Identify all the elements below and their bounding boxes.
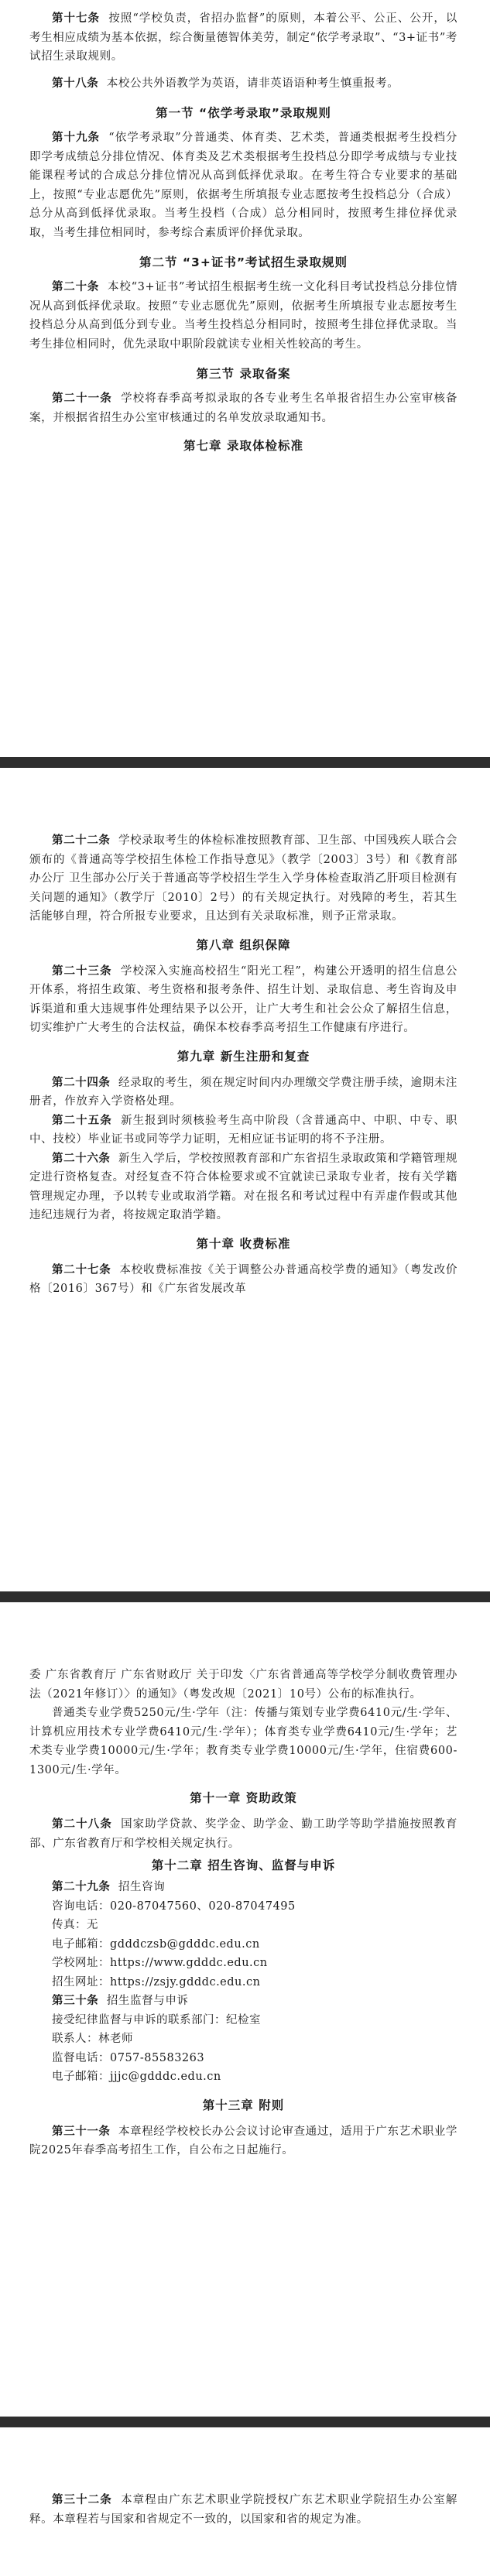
supervision-office: 接受纪律监督与申诉的联系部门：纪检室 bbox=[52, 2013, 261, 2026]
document-page-2 bbox=[0, 768, 490, 1591]
article-19: 第十九条 “依学考录取”分普通类、体育类、艺术类，普通类根据考生投档分即学考成绩总分排位情况、体育类及艺术类根据考生投档总分即学考成绩与专业技能课程考试的合成总分排位情况从高到低择优录取。在考生符合专业要求的基础上，按照“专业志愿优先”原则，依据考生所填报专业志愿按考生投档总分（合成）总分从高到低择优录取。当考生投档（合成）总分相同时，按照考生排位择优录取，当考生排位相同时，参考综合素质评价择优录取。 bbox=[29, 131, 458, 239]
article-29: 第二十九条 招生咨询 bbox=[52, 1880, 166, 1893]
supervision-phone: 监督电话：0757-85583263 bbox=[52, 2051, 205, 2064]
chapter-11-title: 第十一章 资助政策 bbox=[190, 1791, 297, 1805]
article-31: 第三十一条 本章程经学校校长办公会议讨论审查通过，适用于广东艺术职业学院2025年春季高考招生工作，自公布之日起施行。 bbox=[29, 2124, 458, 2156]
article-24: 第二十四条 经录取的考生，须在规定时间内办理缴交学费注册手续，逾期未注册者，作放弃入学资格处理。 bbox=[29, 1075, 458, 1108]
consult-phone: 咨询电话：020-87047560、020-87047495 bbox=[52, 1899, 296, 1913]
chapter-13-title: 第十三章 附则 bbox=[202, 2098, 285, 2112]
chapter-12-title: 第十二章 招生咨询、监督与申诉 bbox=[151, 1858, 336, 1872]
document-page-3 bbox=[0, 1602, 490, 2417]
article-18: 第十八条 本校公共外语教学为英语，请非英语语种考生慎重报考。 bbox=[52, 76, 399, 90]
article-26: 第二十六条 新生入学后，学校按照教育部和广东省招生录取政策和学籍管理规定进行资格复查。对经复查不符合体检要求或不宜就读已录取专业者，按有关学籍管理规定办理，予以转专业或取消学籍。对在报名和考试过程中有弄虚作假或其他违纪违规行为者，将按规定取消学籍。 bbox=[29, 1151, 458, 1221]
section-2-title: 第二节 “3+证书”考试招生录取规则 bbox=[139, 255, 348, 269]
page-divider bbox=[0, 1591, 490, 1602]
consult-fax: 传真：无 bbox=[52, 1919, 98, 1931]
article-25: 第二十五条 新生报到时须核验考生高中阶段（含普通高中、中职、中专、职中、技校）毕业证书或同等学力证明，无相应证书证明的将不予注册。 bbox=[29, 1113, 457, 1146]
chapter-10-title: 第十章 收费标准 bbox=[196, 1236, 291, 1251]
article-20: 第二十条 本校“3+证书”考试招生根据考生统一文化科目考试投档总分排位情况从高到低择优录取。按照“专业志愿优先”原则，依据考生所填报专业志愿按考生投档总分从高到低分到专业。当考生投档总分相同时，按照考生排位择优录取。当考生排位相同时，优先录取中职阶段就读专业相关性较高的考生。 bbox=[29, 280, 457, 351]
supervision-email-link[interactable]: 电子邮箱：jjjc@gdddc.edu.cn bbox=[52, 2071, 221, 2083]
school-website-link[interactable]: 学校网址：https://www.gdddc.edu.cn bbox=[52, 1957, 268, 1969]
page-divider bbox=[0, 757, 490, 768]
document-page-1 bbox=[0, 0, 490, 757]
chapter-9-title: 第九章 新生注册和复查 bbox=[176, 1049, 310, 1064]
section-1-title: 第一节 “依学考录取”录取规则 bbox=[156, 106, 331, 120]
article-22: 第二十二条 学校录取考生的体检标准按照教育部、卫生部、中国残疾人联合会颁布的《普通高等学校招生体检工作指导意见》（教学〔2003〕3号）和《教育部办公厅 卫生部办公厅关于普通高等学校招生学生入学身体检查取消乙肝项目检测有关问题的通知》（教学厅〔2010〕2号）的有关规定执行。对残障的考生，若其生活能够自理，符合所报专业要求，且达到有关录取标准，则予正常录取。 bbox=[29, 834, 458, 923]
section-3-title: 第三节 录取备案 bbox=[196, 367, 291, 381]
fee-schedule: 普通类专业学费5250元/生·学年（注：传播与策划专业学费6410元/生·学年、计算机应用技术专业学费6410元/生·学年）；体育类专业学费6410元/生·学年；艺术类专业学费10000元/生·学年；教育类专业学费10000元/生·学年，住宿费600-1300元/生·学年。 bbox=[29, 1707, 457, 1776]
article-21: 第二十一条 学校将春季高考拟录取的各专业考生名单报省招生办公室审核备案，并根据省招生办公室审核通过的名单发放录取通知书。 bbox=[29, 392, 457, 424]
chapter-8-title: 第八章 组织保障 bbox=[196, 937, 291, 952]
document-page-4 bbox=[0, 2427, 490, 2576]
supervision-contact-person: 联系人：林老师 bbox=[52, 2033, 133, 2045]
article-30: 第三十条 招生监督与申诉 bbox=[52, 1994, 189, 2007]
consult-email-link[interactable]: 电子邮箱：gdddczsb@gdddc.edu.cn bbox=[52, 1937, 260, 1951]
article-23: 第二十三条 学校深入实施高校招生“阳光工程”，构建公开透明的招生信息公开体系，将招生政策、考生资格和报考条件、招生计划、录取信息、考生咨询及申诉渠道和重大违规事件处理结果予以公开，让广大考生和社会公众了解招生信息，切实维护广大考生的合法权益，确保本校春季高考招生工作健康有序进行。 bbox=[29, 964, 458, 1034]
article-32: 第三十二条 本章程由广东艺术职业学院授权广东艺术职业学院招生办公室解释。本章程若与国家和省规定不一致的，以国家和省的规定为准。 bbox=[29, 2493, 457, 2526]
chapter-7-title: 第七章 录取体检标准 bbox=[183, 439, 303, 453]
article-27-continued: 委 广东省教育厅 广东省财政厅 关于印发〈广东省普通高等学校学分制收费管理办法（2021年修订）〉的通知》（粤发改规〔2021〕10号）公布的标准执行。 bbox=[29, 1669, 457, 1701]
page-divider bbox=[0, 2417, 490, 2427]
admission-website-link[interactable]: 招生网址：https://zsjy.gdddc.edu.cn bbox=[52, 1975, 261, 1989]
article-28: 第二十八条 国家助学贷款、奖学金、助学金、勤工助学等助学措施按照教育部、广东省教育厅和学校相关规定执行。 bbox=[29, 1817, 457, 1850]
article-27: 第二十七条 本校收费标准按《关于调整公办普通高校学费的通知》（粤发改价格〔2016〕367号）和《广东省发展改革 bbox=[29, 1262, 457, 1295]
article-17: 第十七条 按照“学校负责，省招办监督”的原则，本着公平、公正、公开，以考生相应成绩为基本依据，综合衡量德智体美劳，制定“依学考录取”、“3+证书”考试招生录取规则。 bbox=[29, 12, 458, 63]
